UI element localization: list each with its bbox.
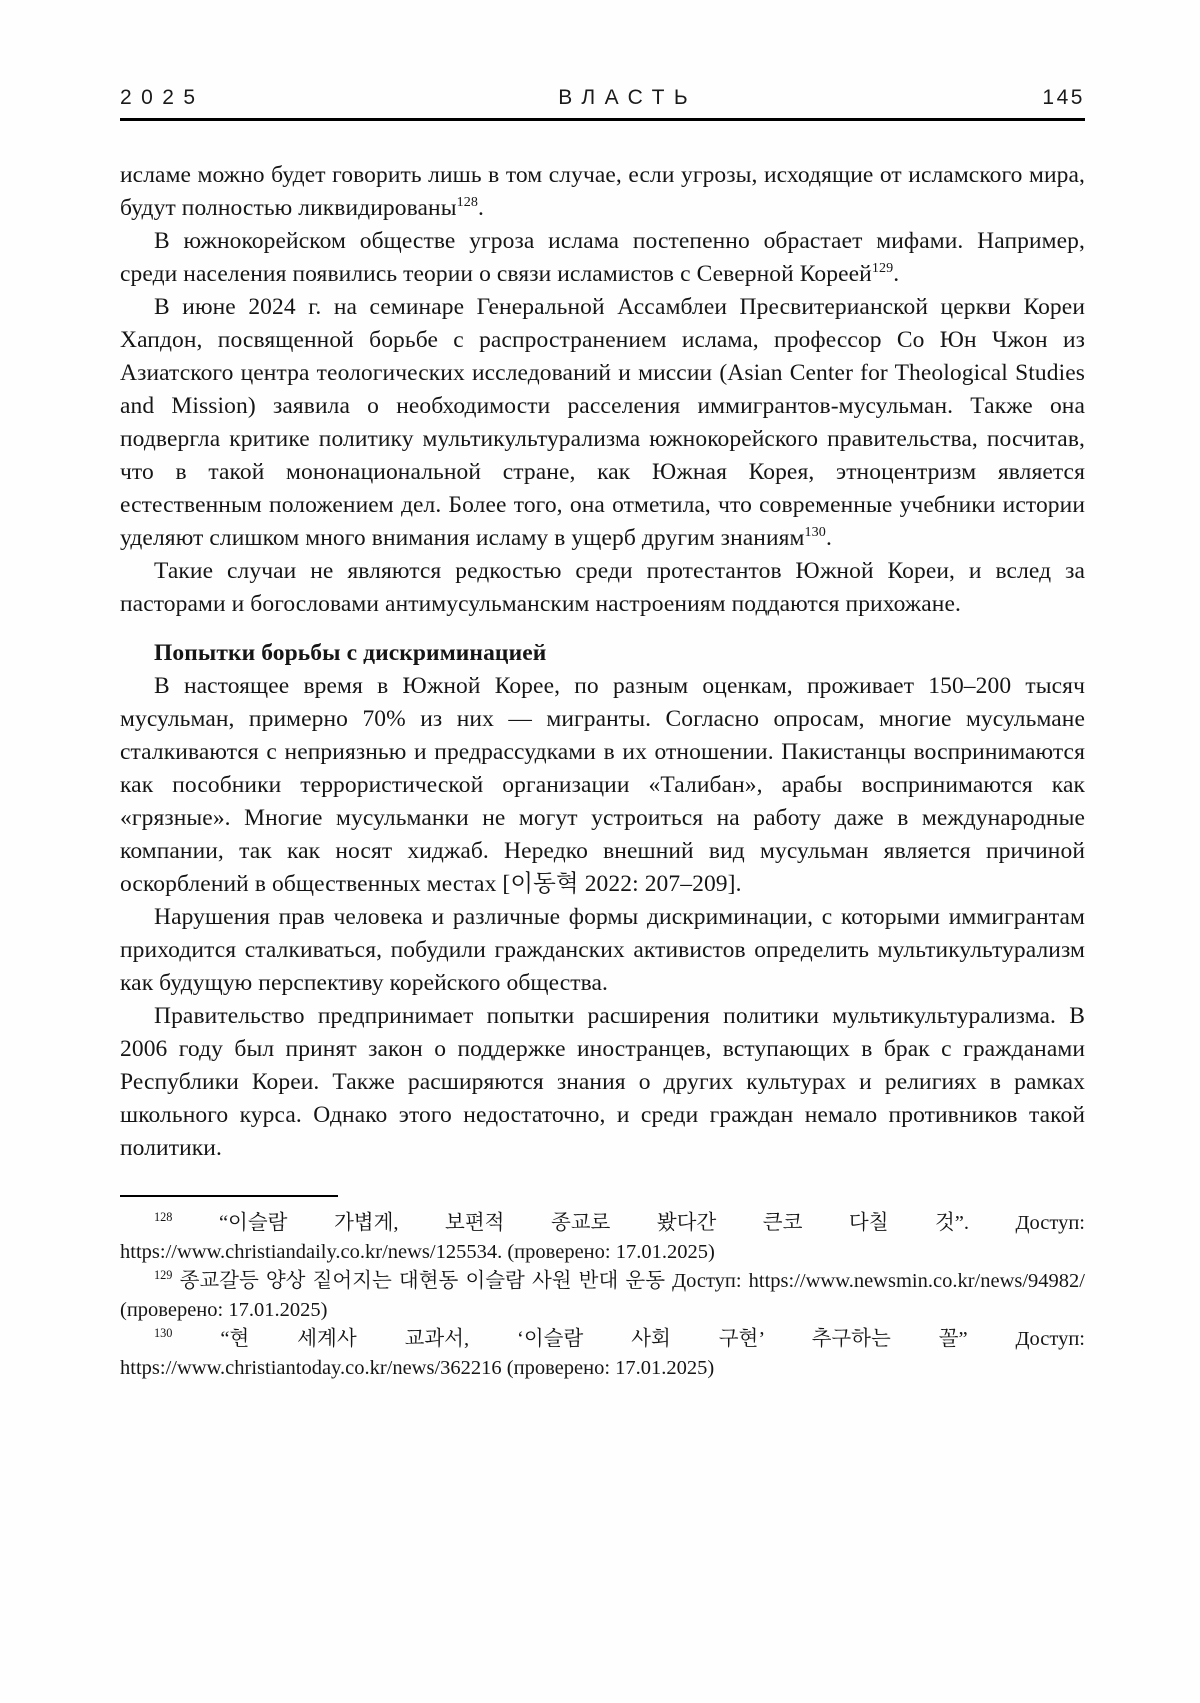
section-heading: Попытки борьбы с дискриминацией bbox=[154, 640, 547, 666]
body-paragraph: Правительство предпринимает попытки расширения политики мультикультурализма. В 2006 году был принят закон о поддержке иностранцев, вступающих в брак с гражданами Республики Кореи. Также расширяются знания о других культурах и религиях в рамках школьного курса. Однако этого недостаточно, и среди граждан немало противников такой политики. bbox=[120, 1003, 1085, 1161]
footnote-number: 129 bbox=[154, 1268, 173, 1283]
body-paragraph: В настоящее время в Южной Корее, по разным оценкам, проживает 150–200 тысяч мусульман, примерно 70% из них — мигранты. Согласно опросам, многие мусульмане сталкиваются с неприязнью и предрассудками в их отношении. Пакистанцы воспринимаются как пособники террористической организации «Талибан», арабы воспринимаются как «грязные». Многие мусульманки не могут устроиться на работу даже в международные компании, так как носят хиджаб. Нередко внешний вид мусульман является причиной оскорблений в общественных местах [이동혁 2022: 207–209]. bbox=[120, 673, 1085, 897]
body-paragraph: исламе можно будет говорить лишь в том случае, если угрозы, исходящие от исламского мира, будут полностью ликвидированы$^{128}$. bbox=[120, 162, 1085, 221]
header-year: 2025 bbox=[120, 86, 205, 109]
header-journal-title: ВЛАСТЬ bbox=[558, 86, 698, 109]
footnote: $^{129}$ 종교갈등 양상 짙어지는 대현동 이슬람 사원 반대 운동 Доступ: https://www.newsmin.co.kr/news/94982/ (проверено: 17.01.2025) bbox=[120, 1268, 1085, 1321]
footnote-number: 128 bbox=[154, 1210, 173, 1225]
page-header bbox=[120, 86, 1085, 110]
footnote-ref: 130 bbox=[804, 524, 826, 541]
body-paragraph: В июне 2024 г. на семинаре Генеральной Ассамблеи Пресвитерианской церкви Кореи Хапдон, посвященной борьбе с распространением ислама, профессор Со Юн Чжон из Азиатского центра теологических исследований и миссии (Asian Center for Theological Studies and Mission) заявила о необходимости расселения иммигрантов-мусульман. Также она подвергла критике политику мультикультурализма южнокорейского правительства, посчитав, что в такой мононациональной стране, как Южная Корея, этноцентризм является естественным положением дел. Более того, она отметила, что современные учебники истории уделяют слишком много внимания исламу в ущерб другим знаниям$^{130}$. bbox=[120, 294, 1085, 551]
footnote: $^{130}$ “현 세계사 교과서, ‘이슬람 사회 구현’ 추구하는 꼴” Доступ: https://www.christiantoday.co.kr/news/362216 (проверено: 17.01.2025) bbox=[120, 1326, 1085, 1379]
header-rule bbox=[120, 118, 1085, 121]
body-paragraph: Нарушения прав человека и различные формы дискриминации, с которыми иммигрантам приходится сталкиваться, побудили гражданских активистов определить мультикультурализм как будущую перспективу корейского общества. bbox=[120, 904, 1085, 996]
footnotes bbox=[120, 1209, 1085, 1383]
body-paragraph: Такие случаи не являются редкостью среди протестантов Южной Кореи, и вслед за пасторами и богословами антимусульманским настроениям поддаются прихожане. bbox=[120, 558, 1085, 617]
article-body bbox=[120, 159, 1085, 1165]
footnote-ref: 128 bbox=[456, 194, 479, 211]
footnote-separator bbox=[120, 1195, 338, 1197]
header-page-number: 145 bbox=[1042, 86, 1085, 109]
footnote-ref: 129 bbox=[871, 260, 894, 277]
body-paragraph: В южнокорейском обществе угроза ислама постепенно обрастает мифами. Например, среди населения появились теории о связи исламистов с Северной Кореей$^{129}$. bbox=[120, 228, 1085, 287]
footnote-number: 130 bbox=[154, 1326, 173, 1341]
footnote: $^{128}$ “이슬람 가볍게, 보편적 종교로 봤다간 큰코 다칠 것”. Доступ: https://www.christiandaily.co.kr/news/125534. (проверено: 17.01.2025) bbox=[120, 1210, 1085, 1263]
